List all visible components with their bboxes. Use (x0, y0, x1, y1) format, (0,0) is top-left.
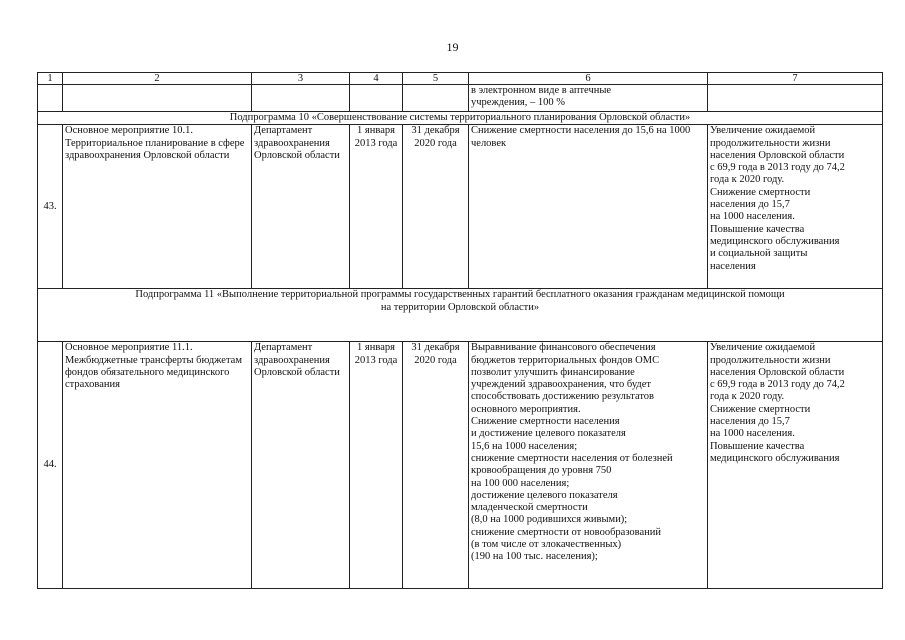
activity-cell: Основное мероприятие 10.1. Территориальное планирование в сфере здравоохранения Орловской области (63, 125, 252, 289)
indicator-line: населения (710, 260, 756, 272)
table-row-43 (38, 125, 883, 289)
indicator-line: на 1000 населения. (710, 428, 795, 440)
indicator-line: продолжительности жизни (710, 354, 831, 366)
result-line: кровообращения до уровня 750 (471, 465, 612, 477)
header-col-1: 1 (38, 73, 63, 85)
indicator-line: продолжительности жизни (710, 137, 831, 149)
start-date-cell: 1 января 2013 года (350, 125, 403, 289)
start-date-cell: 1 января 2013 года (350, 342, 403, 589)
header-row (38, 73, 883, 85)
result-line: 15,6 на 1000 населения; (471, 440, 578, 452)
result-line: (190 на 100 тыс. населения); (471, 551, 598, 563)
continuation-line: учреждения, – 100 % (471, 97, 566, 109)
header-col-5: 5 (403, 73, 469, 85)
indicator-line: населения Орловской области (710, 149, 845, 161)
end-date-cell: 31 декабря 2020 года (403, 125, 469, 289)
result-line: (8,0 на 1000 родившихся живыми); (471, 514, 628, 526)
indicator-line: медицинского обслуживания (710, 452, 840, 464)
indicator-line: Увеличение ожидаемой (710, 125, 816, 137)
indicator-line: на 1000 населения. (710, 211, 795, 223)
result-line: (в том числе от злокачественных) (471, 539, 622, 551)
continuation-result-cell (469, 85, 708, 112)
subprogram-11-line: Подпрограмма 11 «Выполнение территориальной программы государственных гарантий бесплатного оказания гражданам медицинской помощи (135, 289, 785, 301)
result-line: снижение смертности от новообразований (471, 526, 661, 538)
subprogram-11-line: на территории Орловской области» (380, 301, 540, 313)
activity-cell: Основное мероприятие 11.1. Межбюджетные трансферты бюджетам фондов обязательного медицинского страхования (63, 342, 252, 589)
indicator-line: с 69,9 года в 2013 году до 74,2 (710, 379, 845, 391)
row-number: 43. (38, 125, 63, 289)
result-line: на 100 000 населения; (471, 477, 570, 489)
result-line: позволит улучшить финансирование (471, 366, 635, 378)
continuation-line: в электронном виде в аптечные (471, 85, 612, 96)
result-cell: Снижение смертности населения до 15,6 на 1000 человек (469, 125, 708, 289)
result-line: достижение целевого показателя (471, 489, 618, 501)
subprogram-11-row (38, 289, 883, 342)
indicator-line: с 69,9 года в 2013 году до 74,2 (710, 162, 845, 174)
result-line: основного мероприятия. (471, 403, 581, 415)
indicator-line: Снижение смертности (710, 186, 811, 198)
indicator-line: года к 2020 году. (710, 391, 785, 403)
result-line: Снижение смертности населения (471, 416, 620, 428)
executor-cell: Департамент здравоохранения Орловской области (252, 342, 350, 589)
indicator-line: Повышение качества (710, 223, 805, 235)
result-line: младенческой смертности (471, 502, 588, 514)
indicator-line: Повышение качества (710, 440, 805, 452)
header-col-7: 7 (708, 73, 883, 85)
result-cell (469, 342, 708, 589)
result-line: способствовать достижению результатов (471, 391, 654, 403)
indicator-line: медицинского обслуживания (710, 235, 840, 247)
result-line: Выравнивание финансового обеспечения (471, 342, 656, 354)
subprogram-11-title (38, 289, 883, 342)
indicator-line: года к 2020 году. (710, 174, 785, 186)
continuation-row (38, 85, 883, 112)
table-row-44 (38, 342, 883, 589)
header-col-4: 4 (350, 73, 403, 85)
page-number: 19 (446, 40, 459, 54)
indicator-line: Увеличение ожидаемой (710, 342, 816, 354)
indicator-line: населения до 15,7 (710, 416, 790, 428)
result-line: бюджетов территориальных фондов ОМС (471, 354, 660, 366)
result-line: учреждений здравоохранения, что будет (471, 379, 652, 391)
header-col-2: 2 (63, 73, 252, 85)
indicator-line: Снижение смертности (710, 403, 811, 415)
indicators-cell (708, 342, 883, 589)
indicators-cell (708, 125, 883, 289)
executor-cell: Департамент здравоохранения Орловской области (252, 125, 350, 289)
indicator-line: населения Орловской области (710, 366, 845, 378)
subprogram-10-row (38, 112, 883, 125)
indicator-line: и социальной защиты (710, 248, 808, 260)
subprogram-10-title: Подпрограмма 10 «Совершенствование системы территориального планирования Орловской области» (38, 112, 883, 125)
row-number: 44. (38, 342, 63, 589)
result-line: снижение смертности населения от болезней (471, 452, 673, 464)
end-date-cell: 31 декабря 2020 года (403, 342, 469, 589)
result-line: и достижение целевого показателя (471, 428, 626, 440)
header-col-6: 6 (469, 73, 708, 85)
header-col-3: 3 (252, 73, 350, 85)
activities-table (37, 72, 883, 589)
indicator-line: населения до 15,7 (710, 199, 790, 211)
